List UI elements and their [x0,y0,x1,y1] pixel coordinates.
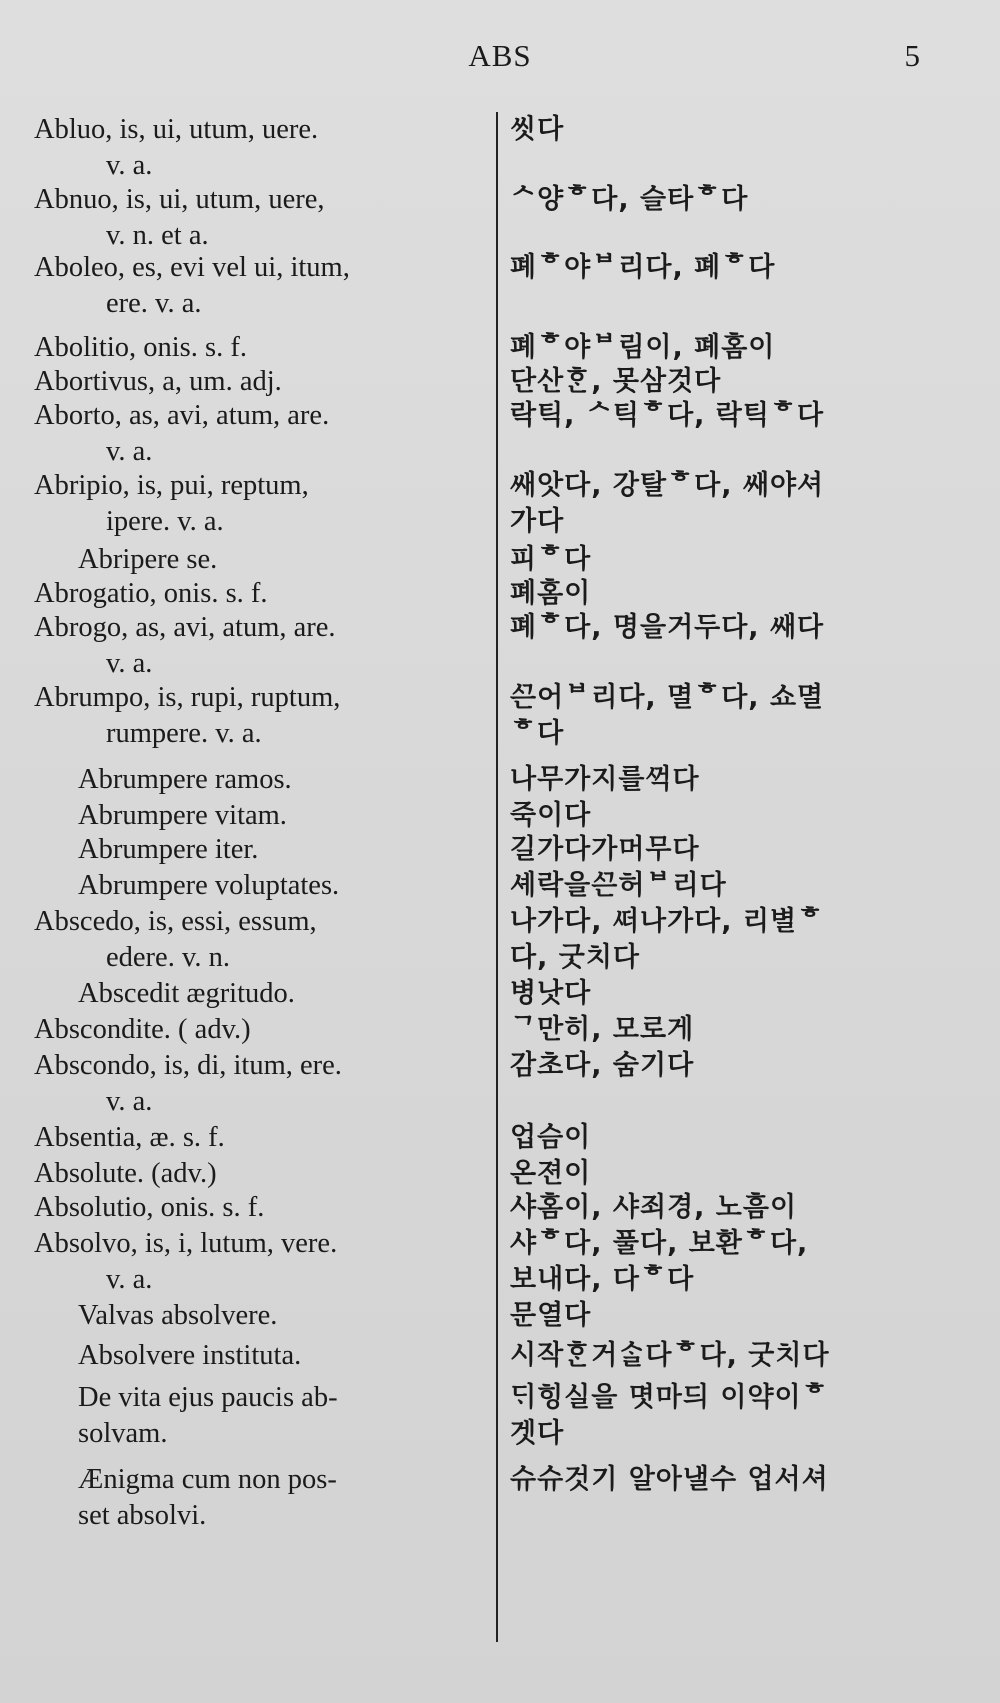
latin-subentry [78,1298,486,1334]
latin-headword [34,182,486,254]
korean-line: 온젼이 [510,1158,592,1189]
korean-translation [510,250,980,286]
korean-line: ᄒ다 [510,718,565,749]
latin-headword [34,1156,486,1192]
latin-line: ipere. v. a. [106,506,224,537]
korean-line: 샤홈이, 샤죄경, 노흠이 [510,1192,798,1223]
latin-subentry [78,1380,486,1452]
korean-translation [510,868,980,904]
latin-headword [34,468,486,540]
korean-translation [510,762,980,798]
latin-line: Abripio, is, pui, reptum, [34,470,309,501]
latin-headword [34,398,486,470]
latin-headword [34,364,486,400]
korean-line: 나무가지를ᄭᅥᆨ다 [510,764,700,795]
korean-line: ᄃᆡ힝실을 몃마듸 이약이ᄒ [510,1382,829,1413]
latin-headword [34,1190,486,1226]
latin-subentry [78,832,486,868]
latin-line: Abscedit ægritudo. [78,978,295,1009]
korean-line: 피ᄒ다 [510,544,592,575]
latin-line: Ænigma cum non pos- [78,1464,337,1495]
latin-line: v. a. [106,1264,153,1295]
latin-subentry [78,868,486,904]
latin-headword [34,1012,486,1048]
latin-subentry [78,542,486,578]
latin-line: v. n. et a. [106,220,209,251]
korean-line: 문열다 [510,1300,592,1331]
korean-line: 감초다, 숨기다 [510,1050,695,1081]
latin-line: Abrumpo, is, rupi, ruptum, [34,682,341,713]
korean-line: 락틱, ᄉ틱ᄒ다, 락틱ᄒ다 [510,400,825,431]
korean-line: 보내다, 다ᄒ다 [510,1264,695,1295]
korean-line: 셰락을ᄭᅳᆫ허ᄇ리다 [510,870,727,901]
korean-line: 죽이다 [510,800,592,831]
latin-headword [34,610,486,682]
korean-line: 나가다, ᄯᅥ나가다, 리별ᄒ [510,906,825,937]
korean-translation [510,398,980,434]
korean-translation [510,680,980,752]
latin-subentry [78,976,486,1012]
korean-translation [510,1462,980,1498]
latin-line: v. a. [106,436,153,467]
latin-line: De vita ejus paucis ab- [78,1382,338,1413]
latin-line: Absolutio, onis. s. f. [34,1192,265,1223]
korean-line: 폐ᄒ야ᄇ리다, 폐ᄒ다 [510,252,776,283]
korean-translation [510,1120,980,1156]
latin-headword [34,576,486,612]
latin-line: Aborto, as, avi, atum, are. [34,400,330,431]
latin-line: v. a. [106,648,153,679]
korean-translation [510,112,980,148]
korean-line: ᄀ만히, 모로게 [510,1014,695,1045]
latin-headword [34,904,486,976]
korean-line: 샤ᄒ다, 풀다, 보환ᄒ다, [510,1228,809,1259]
latin-line: Abscondite. ( adv.) [34,1014,251,1045]
latin-headword [34,1226,486,1298]
latin-line: Absentia, æ. s. f. [34,1122,225,1153]
korean-translation [510,468,980,540]
latin-line: Abolitio, onis. s. f. [34,332,247,363]
latin-line: Abrumpere ramos. [78,764,292,795]
latin-line: Abscedo, is, essi, essum, [34,906,317,937]
latin-line: rumpere. v. a. [106,718,262,749]
latin-line: Abrumpere iter. [78,834,259,865]
korean-line: 가다 [510,506,565,537]
korean-translation [510,182,980,218]
latin-line: Abluo, is, ui, utum, uere. [34,114,319,145]
latin-headword [34,1120,486,1156]
korean-translation [510,1190,980,1226]
korean-translation [510,1048,980,1084]
latin-line: Abortivus, a, um. adj. [34,366,282,397]
korean-line: 단산ᄒᆞᆫ, 못삼것다 [510,366,722,397]
korean-translation [510,542,980,578]
latin-headword [34,250,486,322]
latin-line: Aboleo, es, evi vel ui, itum, [34,252,350,283]
korean-line: ᄭᅳᆫ어ᄇ리다, 멸ᄒ다, 쇼멸 [510,682,825,713]
korean-line: 씻다 [510,114,565,145]
latin-headword [34,680,486,752]
korean-line: 병낫다 [510,978,592,1009]
korean-line: 길가다가머무다 [510,834,700,865]
latin-headword [34,1048,486,1120]
korean-line: ᄉ양ᄒ다, 슬타ᄒ다 [510,184,749,215]
latin-line: set absolvi. [78,1500,207,1531]
korean-translation [510,1012,980,1048]
latin-line: Absolvere instituta. [78,1340,302,1371]
korean-translation [510,1338,980,1374]
latin-line: Abnuo, is, ui, utum, uere, [34,184,325,215]
korean-translation [510,798,980,834]
korean-line: 쌔앗다, 강탈ᄒ다, 쌔야셔 [510,470,825,501]
latin-line: edere. v. n. [106,942,230,973]
korean-translation [510,576,980,612]
latin-line: Abrogo, as, avi, atum, are. [34,612,336,643]
latin-line: Abrogatio, onis. s. f. [34,578,268,609]
korean-line: 폐ᄒ다, 명을거두다, 쌔다 [510,612,825,643]
korean-line: 시작ᄒᆞᆫ거ᄉᆞᆯ다ᄒ다, 굿치다 [510,1340,830,1371]
latin-line: Abripere se. [78,544,218,575]
korean-line: 업슴이 [510,1122,592,1153]
latin-line: Abrumpere vitam. [78,800,287,831]
korean-translation [510,364,980,400]
korean-translation [510,610,980,646]
running-head: ABS [468,38,532,73]
latin-subentry [78,1462,486,1534]
latin-subentry [78,798,486,834]
latin-line: v. a. [106,1086,153,1117]
latin-line: Valvas absolvere. [78,1300,278,1331]
latin-headword [34,330,486,366]
korean-line: 겟다 [510,1418,565,1449]
korean-translation [510,1226,980,1298]
latin-line: solvam. [78,1418,168,1449]
korean-translation [510,1156,980,1192]
korean-line: 슈슈것기 알아낼수 업서셔 [510,1464,829,1495]
latin-subentry [78,1338,486,1374]
page-number: 5 [904,38,920,73]
latin-line: ere. v. a. [106,288,202,319]
latin-subentry [78,762,486,798]
latin-line: Absolvo, is, i, lutum, vere. [34,1228,338,1259]
korean-line: 폐ᄒ야ᄇ림이, 폐홈이 [510,332,776,363]
latin-line: Absolute. (adv.) [34,1158,217,1189]
latin-line: v. a. [106,150,153,181]
korean-translation [510,832,980,868]
latin-headword [34,112,486,184]
korean-translation [510,1298,980,1334]
korean-translation [510,1380,980,1452]
korean-translation [510,330,980,366]
korean-line: 다, 굿치다 [510,942,640,973]
korean-line: 폐홈이 [510,578,592,609]
latin-line: Abscondo, is, di, itum, ere. [34,1050,342,1081]
korean-translation [510,904,980,976]
korean-translation [510,976,980,1012]
latin-line: Abrumpere voluptates. [78,870,340,901]
